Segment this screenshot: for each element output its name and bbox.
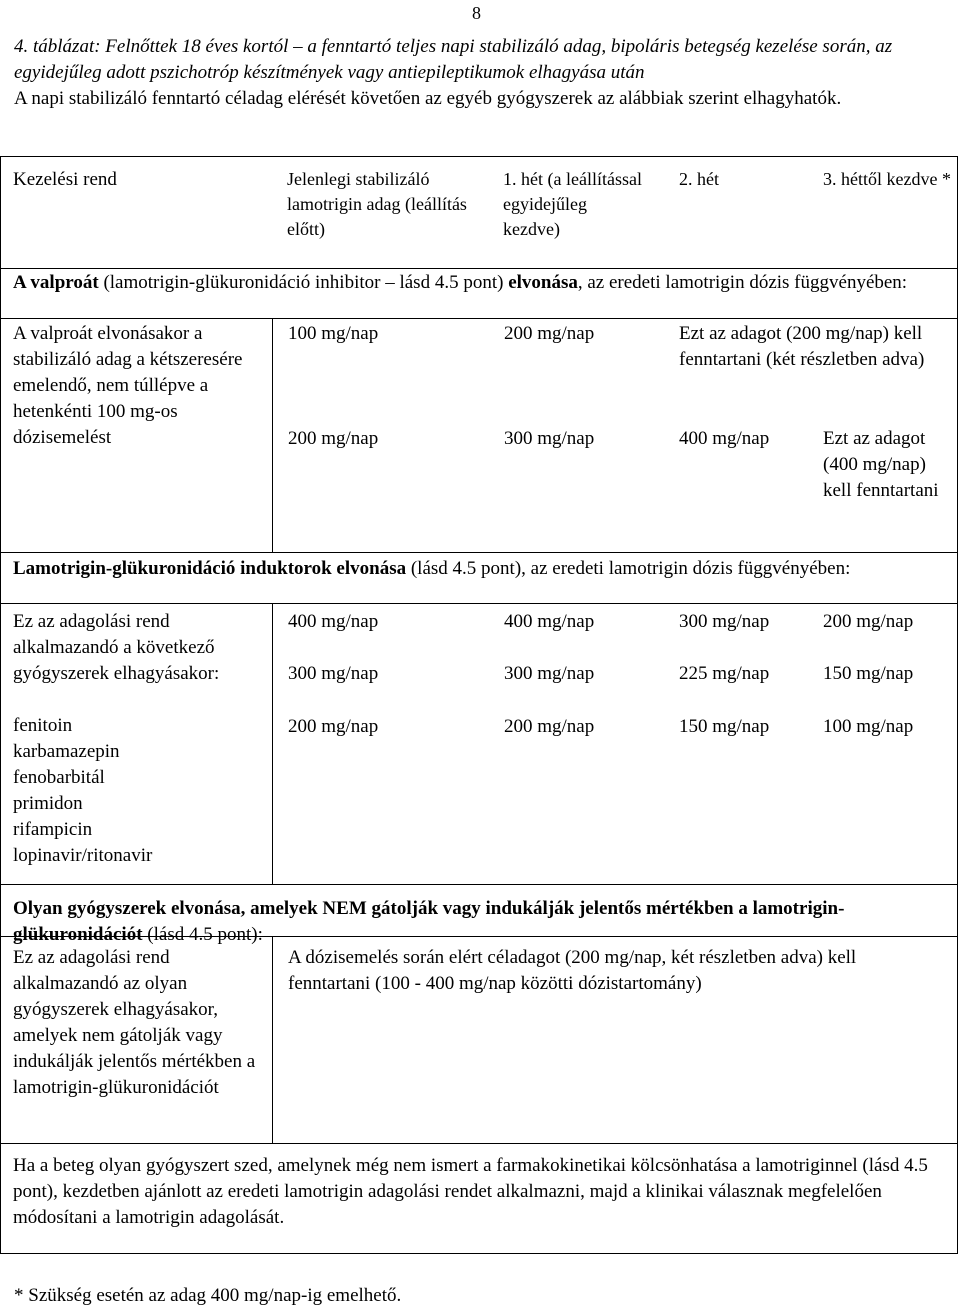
- section1-heading: [13, 270, 948, 296]
- section1-r2-c1: 200 mg/nap: [288, 428, 379, 449]
- section2-r2-c3: 225 mg/nap: [679, 663, 770, 684]
- rule: [1, 884, 957, 885]
- rule: [1, 268, 957, 269]
- section2-row-label: Ez az adagolási rend alkalmazandó a következő gyógyszerek elhagyásakor:: [13, 611, 220, 684]
- header-week3: 3. héttől kezdve *: [823, 169, 951, 189]
- header-current-dose: Jelenlegi stabilizáló lamotrigin adag (leállítás előtt): [287, 169, 467, 239]
- section2-bold1: Lamotrigin-glükuronidáció induktorok elvonása: [13, 558, 407, 579]
- interaction-note: Ha a beteg olyan gyógyszert szed, amelynek még nem ismert a farmakokinetikai kölcsönhatása a lamotriginnel (lásd 4.5 pont), kezdetben ajánlott az eredeti lamotrigin adagolási rendet alkalmazni, majd a klinikai válasznak megfelelően módosítani a lamotrigin adagolását.: [13, 1155, 928, 1228]
- dosing-table: [0, 156, 958, 1254]
- section1-bold1: A valproát: [13, 272, 99, 293]
- section3-heading: [13, 896, 948, 948]
- section1-bold2: elvonása: [508, 272, 578, 293]
- section2-drug-list: fenitoin karbamazepin fenobarbitál primidon rifampicin lopinavir/ritonavir: [13, 715, 153, 866]
- section1-r1-c3: Ezt az adagot (200 mg/nap) kell fenntartani (két részletben adva): [679, 323, 925, 370]
- section1-r2-c3: 400 mg/nap: [679, 428, 770, 449]
- header-week2: 2. hét: [679, 169, 719, 189]
- section2-heading: [13, 556, 948, 582]
- section2-r3-c1: 200 mg/nap: [288, 716, 379, 737]
- section3-text1: (lásd 4.5 pont):: [142, 924, 263, 945]
- rule: [272, 603, 273, 884]
- section2-r3-c4: 100 mg/nap: [823, 716, 914, 737]
- section2-r3-c2: 200 mg/nap: [504, 716, 595, 737]
- section3-row-text: A dózisemelés során elért céladagot (200 mg/nap, két részletben adva) kell fenntartani (100 - 400 mg/nap közötti dózistartomány): [288, 947, 857, 994]
- section2-r2-c1: 300 mg/nap: [288, 663, 379, 684]
- footnote: * Szükség esetén az adag 400 mg/nap-ig emelhető.: [14, 1285, 402, 1306]
- rule: [1, 603, 957, 604]
- caption-subtitle: A napi stabilizáló fenntartó céladag elérését követően az egyéb gyógyszerek az alábbiak szerint elhagyhatók.: [14, 88, 842, 109]
- section2-r1-c1: 400 mg/nap: [288, 611, 379, 632]
- rule: [272, 318, 273, 552]
- section2-r1-c3: 300 mg/nap: [679, 611, 770, 632]
- section1-r1-c1: 100 mg/nap: [288, 323, 379, 344]
- section1-text1: (lamotrigin-glükuronidáció inhibitor – lásd 4.5 pont): [98, 272, 509, 293]
- page-number: 8: [472, 3, 481, 23]
- section1-row-label: A valproát elvonásakor a stabilizáló adag a kétszeresére emelendő, nem túllépve a hetenkénti 100 mg-os dózisemelést: [13, 323, 243, 448]
- section2-r1-c2: 400 mg/nap: [504, 611, 595, 632]
- section3-row-label: Ez az adagolási rend alkalmazandó az olyan gyógyszerek elhagyásakor, amelyek nem gátolják vagy indukálják jelentős mértékben a lamotrigin-glükuronidációt: [13, 947, 256, 1098]
- section1-r2-c4: Ezt az adagot (400 mg/nap) kell fenntartani: [823, 428, 939, 501]
- section3-bold1: Olyan gyógyszerek elvonása, amelyek NEM gátolják vagy indukálják jelentős mértékben a lamotrigin-glükuronidációt: [13, 898, 845, 945]
- section2-r3-c3: 150 mg/nap: [679, 716, 770, 737]
- section1-r1-c2: 200 mg/nap: [504, 323, 595, 344]
- rule: [1, 1143, 957, 1144]
- section2-text1: (lásd 4.5 pont), az eredeti lamotrigin dózis függvényében:: [406, 558, 851, 579]
- header-treatment: Kezelési rend: [13, 169, 117, 190]
- table-caption: [14, 34, 944, 112]
- rule: [272, 936, 273, 1143]
- section2-r2-c4: 150 mg/nap: [823, 663, 914, 684]
- section1-r2-c2: 300 mg/nap: [504, 428, 595, 449]
- caption-title: 4. táblázat: Felnőttek 18 éves kortól – a fenntartó teljes napi stabilizáló adag, bipoláris betegség kezelése során, az egyidejűleg adott pszichotróp készítmények vagy antiepileptikumok elhagyása után: [14, 36, 893, 83]
- section2-r1-c4: 200 mg/nap: [823, 611, 914, 632]
- section2-r2-c2: 300 mg/nap: [504, 663, 595, 684]
- section1-text2: , az eredeti lamotrigin dózis függvényében:: [577, 272, 908, 293]
- header-week1: 1. hét (a leállítással egyidejűleg kezdve): [503, 169, 642, 239]
- rule: [1, 318, 957, 319]
- rule: [1, 552, 957, 553]
